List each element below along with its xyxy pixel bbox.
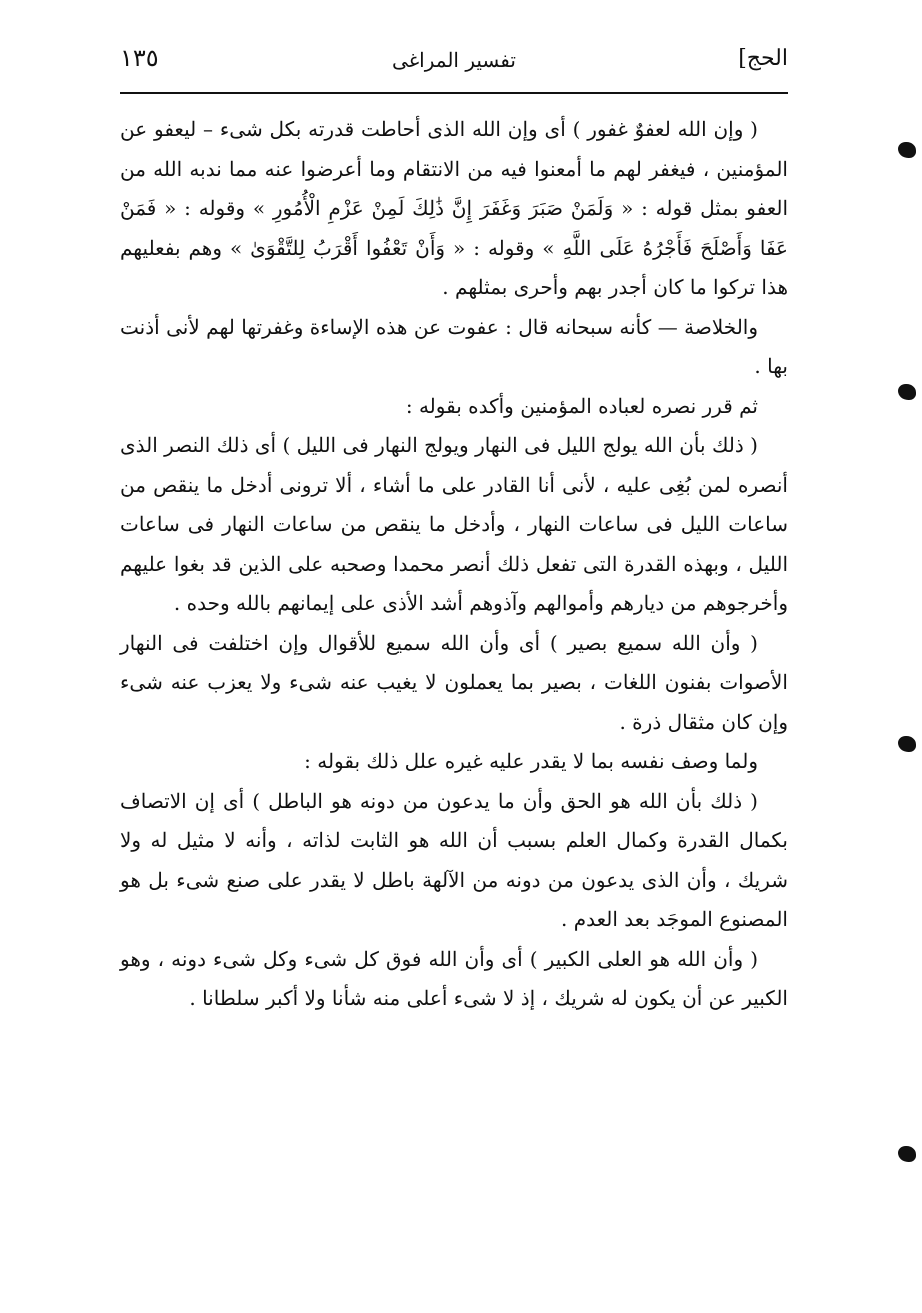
paragraph-transition: ثم قرر نصره لعباده المؤمنين وأكده بقوله :	[405, 393, 758, 418]
paragraph-truth: ( ذلك بأن الله هو الحق وأن ما يدعون من دونه هو الباطل ) أى إن الاتصاف بكمال القدرة وكمال العلم بسبب أن الله هو الثابت لذاته ، وأنه لا مثيل له ولا شريك ، وأن الذى يدعون من دونه من الآلهة باطل لا يقدر على صنع شىء بل هو المصنوع الموجَد بعد العدم .	[120, 788, 788, 931]
paragraph-night-day: ( ذلك بأن الله يولج الليل فى النهار ويولج النهار فى الليل ) أى ذلك النصر الذى أنصره لمن بُغِى عليه ، لأنى أنا القادر على ما أشاء ، ألا ترونى أدخل ما ينقص من ساعات الليل فى ساعات النهار ، وأدخل ما ينقص من ساعات النهار فى ساعات الليل ، وبهذه القدرة التى تفعل ذلك أنصر محمدا وصحبه على الذين قد بغوا عليهم وأخرجوهم من ديارهم وأموالهم وآذوهم أشد الأذى على إيمانهم بالله وحده .	[120, 433, 788, 615]
page-header	[120, 40, 788, 90]
book-title: تفسير المراغى	[392, 48, 516, 72]
margin-ink-mark	[898, 384, 916, 400]
header-rule	[120, 92, 788, 94]
margin-ink-mark	[898, 736, 916, 752]
page-body	[120, 110, 788, 1019]
paragraph-transition-2: ولما وصف نفسه بما لا يقدر عليه غيره علل ذلك بقوله :	[304, 749, 758, 773]
paragraph-most-high: ( وأن الله هو العلى الكبير ) أى وأن الله فوق كل شىء وكل شىء دونه ، وهو الكبير عن أن يكون له شريك ، إذ لا شىء أعلى منه شأنا ولا أكبر سلطانا .	[120, 946, 788, 1010]
margin-ink-mark	[898, 1146, 916, 1162]
chapter-title: الحج]	[738, 46, 788, 71]
paragraph-forgiveness: ( وإن الله لعفوٌ غفور ) أى وإن الله الذى أحاطت قدرته بكل شىء – ليعفو عن المؤمنين ، فيغفر لهم ما أمعنوا فيه من الانتقام وما أعرضوا عنه مما ندبه الله من العفو بمثل قوله : « وَلَمَنْ صَبَرَ وَغَفَرَ إِنَّ ذَٰلِكَ لَمِنْ عَزْمِ الْأُمُورِ » وقوله : « فَمَنْ عَفَا وَأَصْلَحَ فَأَجْرُهُ عَلَى اللَّهِ » وقوله : « وَأَنْ تَعْفُوا أَقْرَبُ لِلتَّقْوَىٰ » وهم بفعليهم هذا تركوا ما كان أجدر بهم وأحرى بمثلهم .	[120, 117, 788, 299]
margin-ink-mark	[898, 142, 916, 158]
page-number: ١٣٥	[120, 44, 159, 72]
paragraph-summary: والخلاصة — كأنه سبحانه قال : عفوت عن هذه الإساءة وغفرتها لهم لأنى أذنت بها .	[120, 314, 788, 378]
paragraph-hearing-seeing: ( وأن الله سميع بصير ) أى وأن الله سميع للأقوال وإن اختلفت فى النهار الأصوات بفنون اللغات ، بصير بما يعملون لا يغيب عنه شىء ولا يعزب عنه شىء وإن كان مثقال ذرة .	[120, 630, 788, 734]
